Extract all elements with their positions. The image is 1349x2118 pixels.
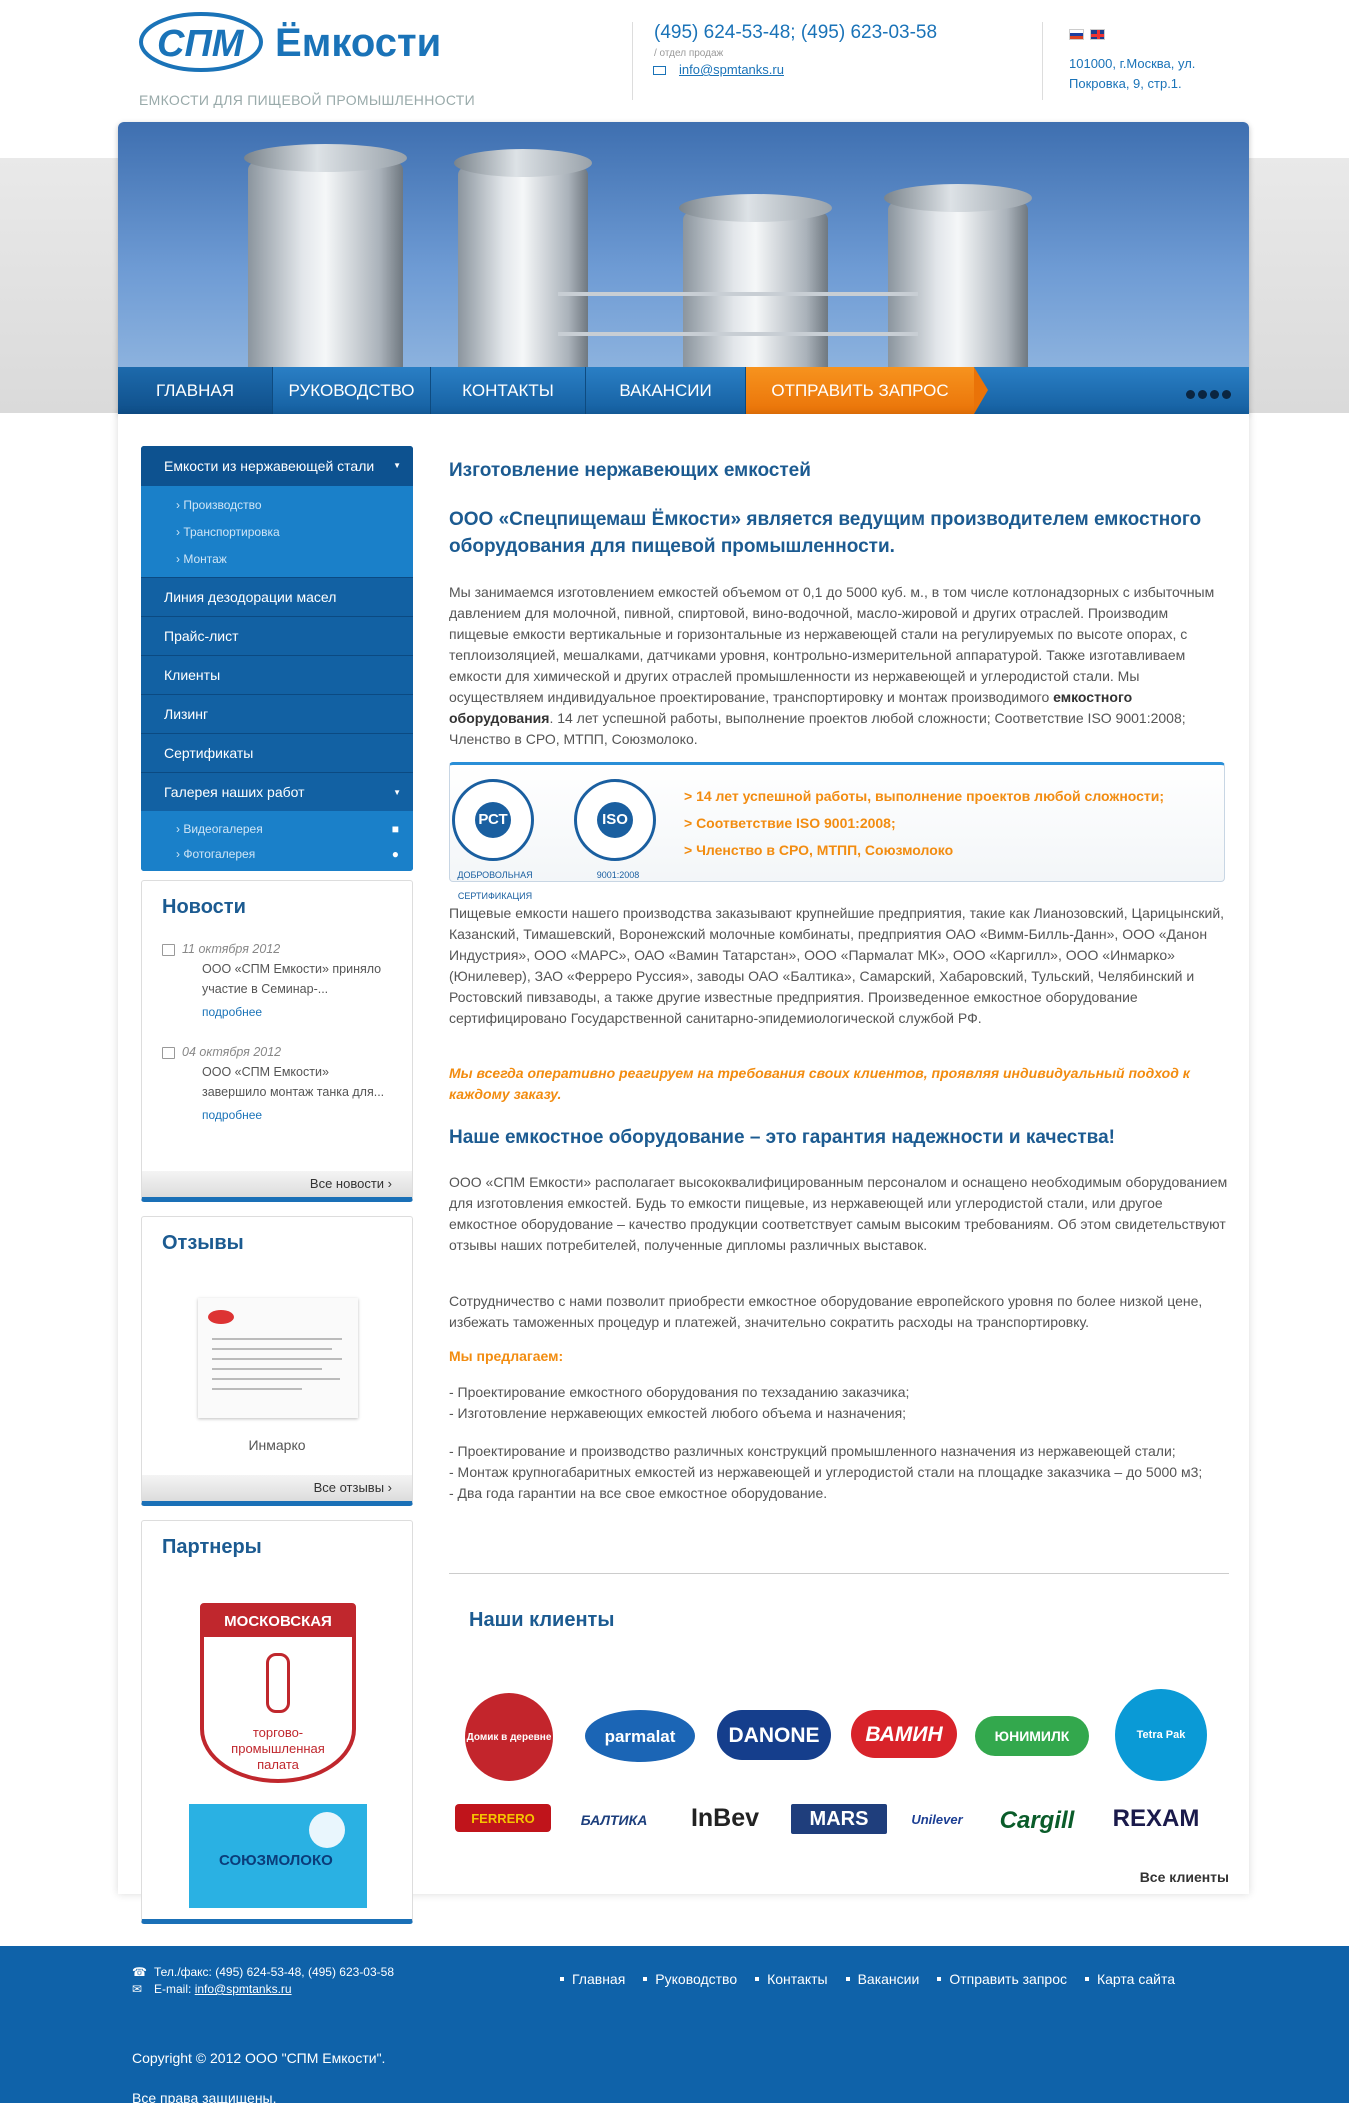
main-navigation [118, 367, 1249, 414]
phone-icon: ☎ [132, 1965, 147, 1979]
sidebar-item-clients[interactable]: Клиенты [141, 655, 413, 694]
camera-icon: ● [391, 847, 399, 861]
submenu-item-transport[interactable]: › Транспортировка [176, 525, 280, 539]
divider [632, 22, 633, 100]
news-text[interactable]: ООО «СПМ Емкости» приняло участие в Семинар-... [202, 962, 382, 996]
slider-dot[interactable] [1186, 390, 1195, 399]
sidebar-item-leasing[interactable]: Лизинг [141, 694, 413, 733]
footer-link-vacancies[interactable]: Вакансии [846, 1971, 920, 1987]
header-email-link[interactable]: info@spmtanks.ru [679, 62, 784, 77]
nav-send-request[interactable]: ОТПРАВИТЬ ЗАПРОС [746, 367, 974, 414]
client-logo-unimilk[interactable]: ЮНИМИЛК [975, 1716, 1089, 1756]
footer-link-management[interactable]: Руководство [643, 1971, 737, 1987]
submenu-item-production[interactable]: › Производство [176, 498, 262, 512]
video-camera-icon: ■ [391, 822, 399, 836]
client-logo-parmalat[interactable]: parmalat [585, 1710, 695, 1762]
certification-box [449, 762, 1225, 901]
footer-link-sitemap[interactable]: Карта сайта [1085, 1971, 1175, 1987]
page-title: Изготовление нержавеющих емкостей [449, 460, 811, 481]
sidebar-item-certificates[interactable]: Сертификаты [141, 733, 413, 772]
review-author: Инмарко [248, 1437, 306, 1453]
offer-item: - Изготовление нержавеющих емкостей любого объема и назначения; [449, 1405, 907, 1421]
sidebar-item-pricelist[interactable]: Прайс-лист [141, 616, 413, 655]
footer-email: ✉ E-mail: info@spmtanks.ru [132, 1982, 292, 1996]
site-logo[interactable] [139, 4, 479, 74]
footer-phone: ☎ Тел./факс: (495) 624-53-48, (495) 623-03-58 [132, 1965, 394, 1979]
partner-logo-text: палата [257, 1757, 299, 1772]
offer-list [449, 1382, 1229, 1424]
reviews-title: Отзывы [162, 1232, 244, 1254]
envelope-icon: ✉ [132, 1982, 143, 1996]
news-widget [141, 880, 413, 1202]
cooperation-paragraph: Сотрудничество с нами позволит приобрести емкостное оборудование европейского уровня по более низкой цене, избежать таможенных процедур и платежей, значительно сократить расходы на транспортировку. [449, 1293, 1203, 1330]
partner-logo-text: СОЮЗМОЛОКО [219, 1852, 333, 1869]
news-date: 11 октября 2012 [162, 939, 392, 959]
tank-image [888, 202, 1028, 367]
footer-link-contacts[interactable]: Контакты [755, 1971, 827, 1987]
copyright [132, 2038, 385, 2118]
client-logo-unilever[interactable]: Unilever [911, 1811, 963, 1827]
news-more-link[interactable]: подробнее [202, 1005, 263, 1019]
logo-mark: СПМ [157, 23, 244, 65]
reviews-widget [141, 1216, 413, 1506]
review-letter-image[interactable] [198, 1298, 358, 1418]
client-logo-danone[interactable]: DANONE [717, 1710, 831, 1760]
submenu-item-video[interactable]: › Видеогалерея ■ [141, 817, 413, 842]
partner-soyuzmoloko-logo[interactable] [189, 1804, 367, 1908]
quality-paragraph: ООО «СПМ Емкости» располагает высококвалифицированным персоналом и оснащено необходимым оборудованием для изготовления емкостей. Будь то емкости пищевые, из нержавеющей или углеродистой стали, или другое емкостное оборудование – качество продукции соответствует самым высоким требованиям. Об этом свидетельствуют отзывы наших потребителей, полученные дипломы различных выставок. [449, 1174, 1228, 1253]
client-logo-domik[interactable]: Домик в деревне [465, 1693, 553, 1781]
partner-logo-text: торгово- [252, 1725, 304, 1740]
news-text[interactable]: ООО «СПМ Емкости» завершило монтаж танка для... [202, 1065, 385, 1099]
partner-logo-text: МОСКОВСКАЯ [204, 1607, 352, 1637]
chevron-down-icon: ▼ [393, 788, 401, 797]
nav-contacts[interactable]: КОНТАКТЫ [431, 367, 586, 414]
hero-banner [118, 122, 1249, 414]
sidebar-submenu [141, 486, 413, 577]
certification-item: > Членство в СРО, МТПП, Союзмолоко [684, 842, 954, 858]
page-subtitle: ООО «Спецпищемаш Ёмкости» является ведущим производителем емкостного оборудования для пищевой промышленности. [449, 509, 1202, 557]
banner-photo [118, 122, 1249, 367]
sidebar-menu [141, 446, 413, 871]
slider-dot[interactable] [1222, 390, 1231, 399]
footer-link-home[interactable]: Главная [560, 1971, 625, 1987]
offer-item: - Монтаж крупногабаритных емкостей из нержавеющей и углеродистой стали на площадке заказчика – до 5000 м3; [449, 1464, 1203, 1480]
sidebar-item-deodorization[interactable]: Линия дезодорации масел [141, 577, 413, 616]
all-reviews-link[interactable]: Все отзывы › [142, 1475, 412, 1501]
sidebar-item-label: Емкости из нержавеющей стали [164, 458, 375, 474]
slider-dot[interactable] [1210, 390, 1219, 399]
client-logo-cargill[interactable]: Cargill [999, 1806, 1075, 1834]
sidebar-item-tanks[interactable] [141, 446, 413, 486]
nav-home[interactable]: ГЛАВНАЯ [118, 367, 273, 414]
chevron-down-icon: ▼ [393, 461, 401, 470]
news-item [162, 1042, 392, 1125]
orange-highlight: Мы всегда оперативно реагируем на требования своих клиентов, проявляя индивидуальный подход к каждому заказу. [449, 1065, 1190, 1102]
divider [1042, 22, 1043, 100]
client-logo-ferrero[interactable]: FERRERO [455, 1804, 551, 1832]
logo-title: Ёмкости [275, 21, 442, 65]
partners-widget [141, 1520, 413, 1924]
partner-logo-text: промышленная [231, 1741, 325, 1756]
client-logo-mars[interactable]: MARS [791, 1804, 887, 1834]
client-logo-baltika[interactable]: БАЛТИКА [580, 1811, 648, 1828]
tank-image [683, 212, 828, 367]
gallery-submenu [141, 811, 413, 871]
envelope-icon [653, 66, 666, 75]
seal-caption: 9001:2008 [596, 870, 640, 880]
partner-mtpp-logo[interactable] [162, 1591, 394, 1791]
section-heading: Наше емкостное оборудование – это гарантия надежности и качества! [449, 1127, 1115, 1148]
rst-certification-seal-icon: РСТ [452, 779, 534, 861]
slider-dots [1183, 386, 1231, 404]
footer-contacts [132, 1964, 394, 1998]
english-flag-icon[interactable] [1090, 29, 1105, 40]
client-logo-vamin[interactable]: ВАМИН [851, 1710, 957, 1758]
highlight-text: емкостного оборудования [449, 689, 1133, 726]
nav-vacancies[interactable]: ВАКАНСИИ [586, 367, 746, 414]
certification-list [684, 783, 1164, 864]
offer-list [449, 1441, 1229, 1504]
client-logo-tetrapak[interactable]: Tetra Pak [1115, 1689, 1207, 1781]
nav-management[interactable]: РУКОВОДСТВО [273, 367, 431, 414]
footer-email-link[interactable]: info@spmtanks.ru [194, 1982, 292, 1996]
copyright-text: Copyright © 2012 ООО "СПМ Емкости". [132, 2050, 386, 2066]
client-logo-inbev[interactable]: InBev [690, 1803, 760, 1832]
submenu-item-install[interactable]: › Монтаж [176, 552, 227, 566]
iso-certification-seal-icon: ISO [574, 779, 656, 861]
sidebar-item-gallery[interactable] [141, 772, 413, 811]
partners-title: Партнеры [162, 1536, 262, 1558]
offer-item: - Проектирование емкостного оборудования по техзаданию заказчика; [449, 1384, 910, 1400]
logo-tagline: ЕМКОСТИ ДЛЯ ПИЩЕВОЙ ПРОМЫШЛЕННОСТИ [139, 92, 475, 108]
language-switcher [1069, 27, 1111, 45]
all-clients-link[interactable]: Все клиенты [1139, 1869, 1229, 1885]
page-footer [0, 1946, 1349, 2106]
clients-title: Наши клиенты [469, 1609, 615, 1631]
russian-flag-icon[interactable] [1069, 29, 1084, 40]
footer-navigation [560, 1971, 1193, 1987]
rights-text: Все права защищены. [132, 2090, 277, 2106]
offer-item: - Проектирование и производство различных конструкций промышленного назначения из нержавеющей стали; [449, 1443, 1176, 1459]
all-news-link[interactable]: Все новости › [142, 1171, 412, 1197]
offer-title: Мы предлагаем: [449, 1348, 564, 1364]
header-address: 101000, г.Москва, ул. Покровка, 9, стр.1. [1069, 56, 1196, 91]
certification-item: > 14 лет успешной работы, выполнение проектов любой сложности; [684, 788, 1165, 804]
news-title: Новости [162, 896, 246, 918]
intro-paragraph: Мы занимаемся изготовлением емкостей объемом от 0,1 до 5000 куб. м., в том числе котлонадзорных с избыточным давлением для молочной, пивной, спиртовой, вино-водочной, масло-жировой и других отраслей. Производим пищевые емкости вертикальные и горизонтальные из нержавеющей стали на регулируемых по высоте опорах, с теплоизоляцией, мешалками, датчиками уровня, контрольно-измерительной аппаратурой. Также изготавливаем емкости для химической и других отраслей промышленности из нержавеющей и углеродистой стали. Мы осуществляем индивидуальное проектирование, транспортировку и монтаж производимого емкостного оборудования. 14 лет успешной работы, выполнение проектов любой сложности; Соответствие ISO 9001:2008; Членство в СРО, МТПП, Союзмолоко. [449, 584, 1215, 747]
slider-dot[interactable] [1198, 390, 1207, 399]
tank-image [458, 167, 588, 367]
tank-image [248, 162, 403, 367]
sidebar-item-label: Галерея наших работ [164, 784, 305, 800]
seal-caption: ДОБРОВОЛЬНАЯ СЕРТИФИКАЦИЯ [457, 870, 533, 901]
news-more-link[interactable]: подробнее [202, 1108, 263, 1122]
submenu-item-photo[interactable]: › Фотогалерея ● [141, 842, 413, 867]
certification-item: > Соответствие ISO 9001:2008; [684, 815, 896, 831]
header-phones: (495) 624-53-48; (495) 623-03-58 [654, 22, 938, 43]
news-date: 04 октября 2012 [162, 1042, 392, 1062]
news-item [162, 939, 392, 1022]
clients-paragraph: Пищевые емкости нашего производства заказывают крупнейшие предприятия, такие как Лианозовский, Царицынский, Казанский, Тимашевский, Воронежский молочные комбинаты, предприятия ОАО «Вимм-Билль-Данн», ООО «Данон Индустрия», ООО «МАРС», ОАО «Вамин Татарстан», ООО «Пармалат МК», ООО «Каргилл», ООО «Инмарко» (Юнилевер), ЗАО «Ферреро Руссия», заводы ОАО «Балтика», Самарский, Хабаровский, Тульский, Челябинский и Ростовский пивзаводы, а также другие известные предприятия. Произведенное емкостное оборудование сертифицировано Государственной санитарно-эпидемиологической службой РФ. [449, 905, 1225, 1026]
sales-dept-label: / отдел продаж [654, 48, 724, 59]
divider [449, 1573, 1229, 1574]
client-logo-rexam[interactable]: REXAM [1112, 1804, 1200, 1832]
footer-link-request[interactable]: Отправить запрос [937, 1971, 1067, 1987]
offer-item: - Два года гарантии на все свое емкостное оборудование. [449, 1485, 828, 1501]
